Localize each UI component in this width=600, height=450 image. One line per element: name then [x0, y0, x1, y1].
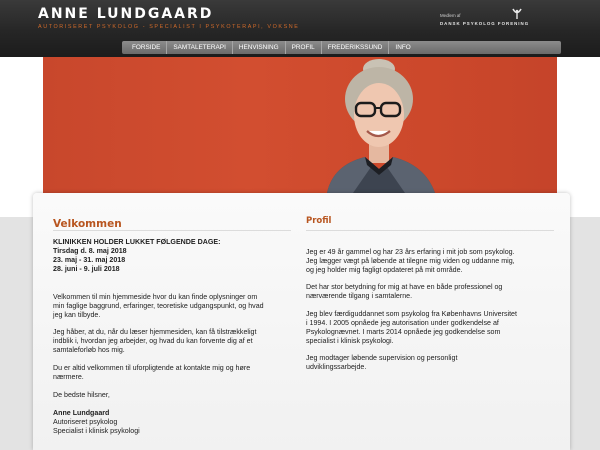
- nav-item-samtaleterapi[interactable]: SAMTALETERAPI: [167, 41, 232, 54]
- profil-text: og jeg holder mig fagligt opdateret på mit område.: [306, 266, 463, 274]
- profil-text: Jeg lægger vægt på løbende at tilegne mig viden og uddanne mig,: [306, 257, 515, 265]
- signature-title: Autoriseret psykolog: [53, 418, 118, 426]
- welcome-heading: Velkommen: [53, 218, 122, 230]
- member-org-name: DANSK PSYKOLOG FORENING: [440, 21, 530, 26]
- nav-item-profil[interactable]: PROFIL: [286, 41, 322, 54]
- welcome-text: nærmere.: [53, 373, 84, 381]
- profil-text: specialist i klinisk psykologi.: [306, 337, 394, 345]
- signature-title: Specialist i klinisk psykologi: [53, 427, 140, 435]
- nav-item-henvisning[interactable]: HENVISNING: [233, 41, 286, 54]
- site-subtitle: AUTORISERET PSYKOLOG - SPECIALIST I PSYKOTERAPI, VOKSNE: [38, 24, 300, 30]
- closed-date: 28. juni - 9. juli 2018: [53, 265, 120, 273]
- closed-notice-heading: KLINIKKEN HOLDER LUKKET FØLGENDE DAGE:: [53, 238, 221, 246]
- welcome-text: samtaleforløb hos mig.: [53, 346, 125, 354]
- welcome-text: indblik i, hvordan jeg arbejder, og hvad du kan forvente dig af et: [53, 337, 253, 345]
- closed-date: Tirsdag d. 8. maj 2018: [53, 247, 127, 255]
- hero-banner: [43, 57, 557, 193]
- greeting: De bedste hilsner,: [53, 391, 110, 399]
- main-nav: [122, 41, 561, 54]
- dp-logo-icon: [510, 8, 524, 20]
- profil-heading: Profil: [306, 216, 332, 226]
- profil-divider: [306, 230, 554, 231]
- welcome-divider: [53, 230, 291, 231]
- welcome-text: min faglige baggrund, erfaringer, teoretiske udgangspunkt, og hvad: [53, 302, 264, 310]
- site-title[interactable]: ANNE LUNDGAARD: [38, 6, 214, 22]
- profil-text: i 1994. I 2005 opnåede jeg autorisation under godkendelse af: [306, 319, 499, 327]
- profil-text: Jeg modtager løbende supervision og personligt: [306, 354, 458, 362]
- welcome-text: Jeg håber, at du, når du læser hjemmesiden, kan få tilstrækkeligt: [53, 328, 257, 336]
- welcome-text: jeg kan tilbyde.: [53, 311, 101, 319]
- profil-text: Jeg er 49 år gammel og har 23 års erfaring i mit job som psykolog.: [306, 248, 515, 256]
- portrait-image: [313, 57, 443, 193]
- profil-text: udviklingssarbejde.: [306, 363, 367, 371]
- profil-text: Jeg blev færdiguddannet som psykolog fra Københavns Universitet: [306, 310, 517, 318]
- welcome-text: Velkommen til min hjemmeside hvor du kan finde oplysninger om: [53, 293, 258, 301]
- profil-text: nærværende tilgang i samtalerne.: [306, 292, 413, 300]
- welcome-text: Du er altid velkommen til uforpligtende at kontakte mig og høre: [53, 364, 251, 372]
- nav-item-forside[interactable]: FORSIDE: [126, 41, 167, 54]
- closed-date: 23. maj - 31. maj 2018: [53, 256, 126, 264]
- profil-text: Psykolognævnet. I marts 2014 opnåede jeg godkendelse som: [306, 328, 501, 336]
- signature-name: Anne Lundgaard: [53, 409, 110, 417]
- member-label: Medlem af: [440, 13, 461, 18]
- profil-text: Det har stor betydning for mig at have en både professionel og: [306, 283, 503, 291]
- nav-item-info[interactable]: INFO: [395, 44, 411, 51]
- nav-item-frederikssund[interactable]: FREDERIKSSUND: [322, 41, 390, 54]
